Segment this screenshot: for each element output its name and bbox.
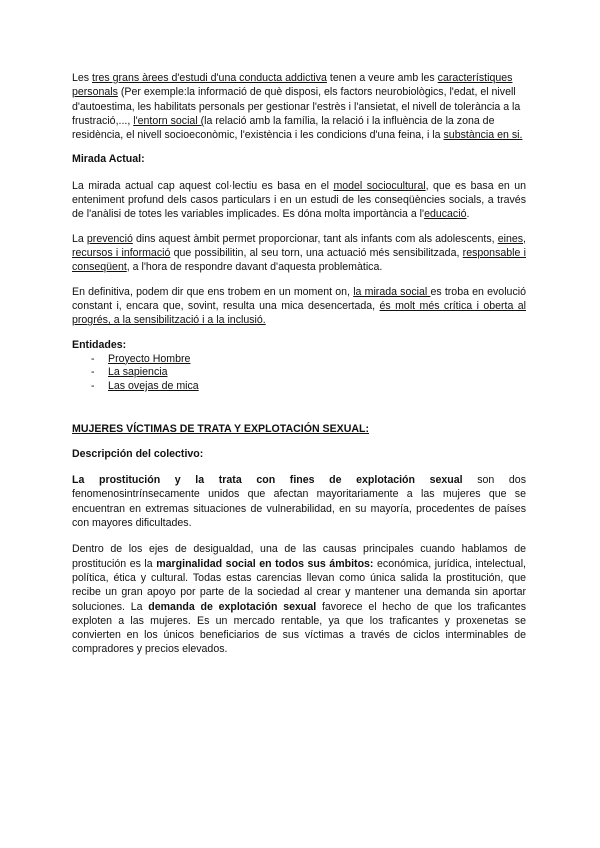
underlined-phrase: model sociocultural <box>333 179 426 192</box>
underlined-phrase: característiques personals <box>72 72 513 99</box>
paragraph-prevencio <box>72 232 526 275</box>
heading-entidades: Entidades: <box>72 339 127 352</box>
list-item <box>91 366 526 380</box>
heading-descripcion: Descripción del colectivo: <box>72 447 204 460</box>
text-span: dins aquest àmbit permet proporcionar, tant als infants com als adolescents, <box>132 232 498 245</box>
underlined-phrase: eines, recursos i informació <box>72 232 526 259</box>
text-span: , a l'hora de respondre davant d'aquesta problemàtica. <box>126 261 383 274</box>
text-span: la relació amb la família, la relació i la influència de la zona de residència, el nivell socioeconòmic, l'existència i les condicions d'una feina, i la <box>72 114 495 142</box>
text-span: es troba en evolució constant i, encara que, sovint, resulta una mica desencertada, <box>72 285 526 312</box>
text-span: En definitiva, podem dir que ens trobem en un moment on, <box>72 285 354 298</box>
bold-phrase: demanda de explotación sexual <box>148 600 317 613</box>
underlined-phrase: educació <box>424 208 467 221</box>
text-span: son dos fenomenosintrínsecamente unidos que afectan mayoritariamente a las mujeres que se encuentran en extremas situaciones de vulnerabilidad, en su mayoría, procedentes de países con mayores dificultades. <box>72 474 526 530</box>
underlined-phrase: responsable i conseqüent <box>72 246 527 274</box>
paragraph-desigualdad <box>72 542 526 656</box>
bold-phrase: La prostitución y la trata con fines de explotación sexual <box>72 474 463 487</box>
paragraph-definitiva <box>72 285 526 328</box>
section-title: MUJERES VÍCTIMAS DE TRATA Y EXPLOTACIÓN SEXUAL: <box>72 422 370 435</box>
text-span: tenen a veure amb les <box>326 72 438 84</box>
entidades-list <box>72 353 526 394</box>
underlined-phrase: prevenció <box>86 232 133 245</box>
bold-phrase: marginalidad social en todos sus ámbitos: <box>156 557 374 570</box>
text-span: , que es basa en un enteniment profund dels casos particulars i en un estudi de les conseqüències socials, a través de l'anàlisi de totes les variables implicades. Es dóna molta importància a l' <box>72 179 526 221</box>
entity-link[interactable]: Proyecto Hombre <box>108 352 191 365</box>
text-span: que possibilitin, al seu torn, una actuació més sensibilitzada, <box>170 246 463 259</box>
underlined-phrase: és molt més crítica i oberta al progrés, a la sensibilització i a la inclusió. <box>72 299 526 327</box>
text-span: (Per exemple:la informació de què disposi, els factors neurobiològics, l'edat, el nivell d'autoestima, les habilitats personals per gestionar l'estrès i l'ansietat, el nivell de tolerància a la frustració,..., <box>72 86 521 127</box>
text-span: Dentro de los ejes de desigualdad, una de las causas principales cuando hablamos de prostitución es la <box>72 543 526 570</box>
text-span: favorece el hecho de que los traficantes exploten a las mujeres. Es un mercado rentable, ya que los traficantes y proxenetas se convierten en los únicos beneficiarios de sus víctimas a través de ciclos interminables de compradores y precios elevados. <box>72 600 526 656</box>
list-item <box>91 353 526 367</box>
underlined-phrase: l'entorn social ( <box>133 114 205 127</box>
underlined-phrase: substància en si. <box>443 129 523 142</box>
heading-mirada-actual: Mirada Actual: <box>72 153 145 166</box>
entity-link[interactable]: Las ovejas de mica <box>108 379 199 392</box>
underlined-phrase: tres grans àrees d'estudi d'una conducta addictiva <box>92 72 327 84</box>
paragraph-study-areas <box>72 71 526 142</box>
paragraph-prostitucion <box>72 473 526 530</box>
text-span: La mirada actual cap aquest col·lectiu es basa en el <box>72 179 334 192</box>
text-span: económica, jurídica, intelectual, política, ética y cultural. Todas estas carencias llevan como única salida la prostitución, que recibe un gran apoyo por parte de la sociedad al crear y mantener una demanda sin aportar soluciones. La <box>72 557 526 613</box>
text-span: La <box>72 232 87 245</box>
text-span: Les <box>72 72 93 84</box>
paragraph-mirada-actual <box>72 179 526 222</box>
list-item <box>91 380 526 394</box>
text-span: . <box>466 208 470 221</box>
underlined-phrase: la mirada social <box>353 285 431 298</box>
document-body <box>72 71 526 657</box>
entity-link[interactable]: La sapiencia <box>108 366 168 379</box>
